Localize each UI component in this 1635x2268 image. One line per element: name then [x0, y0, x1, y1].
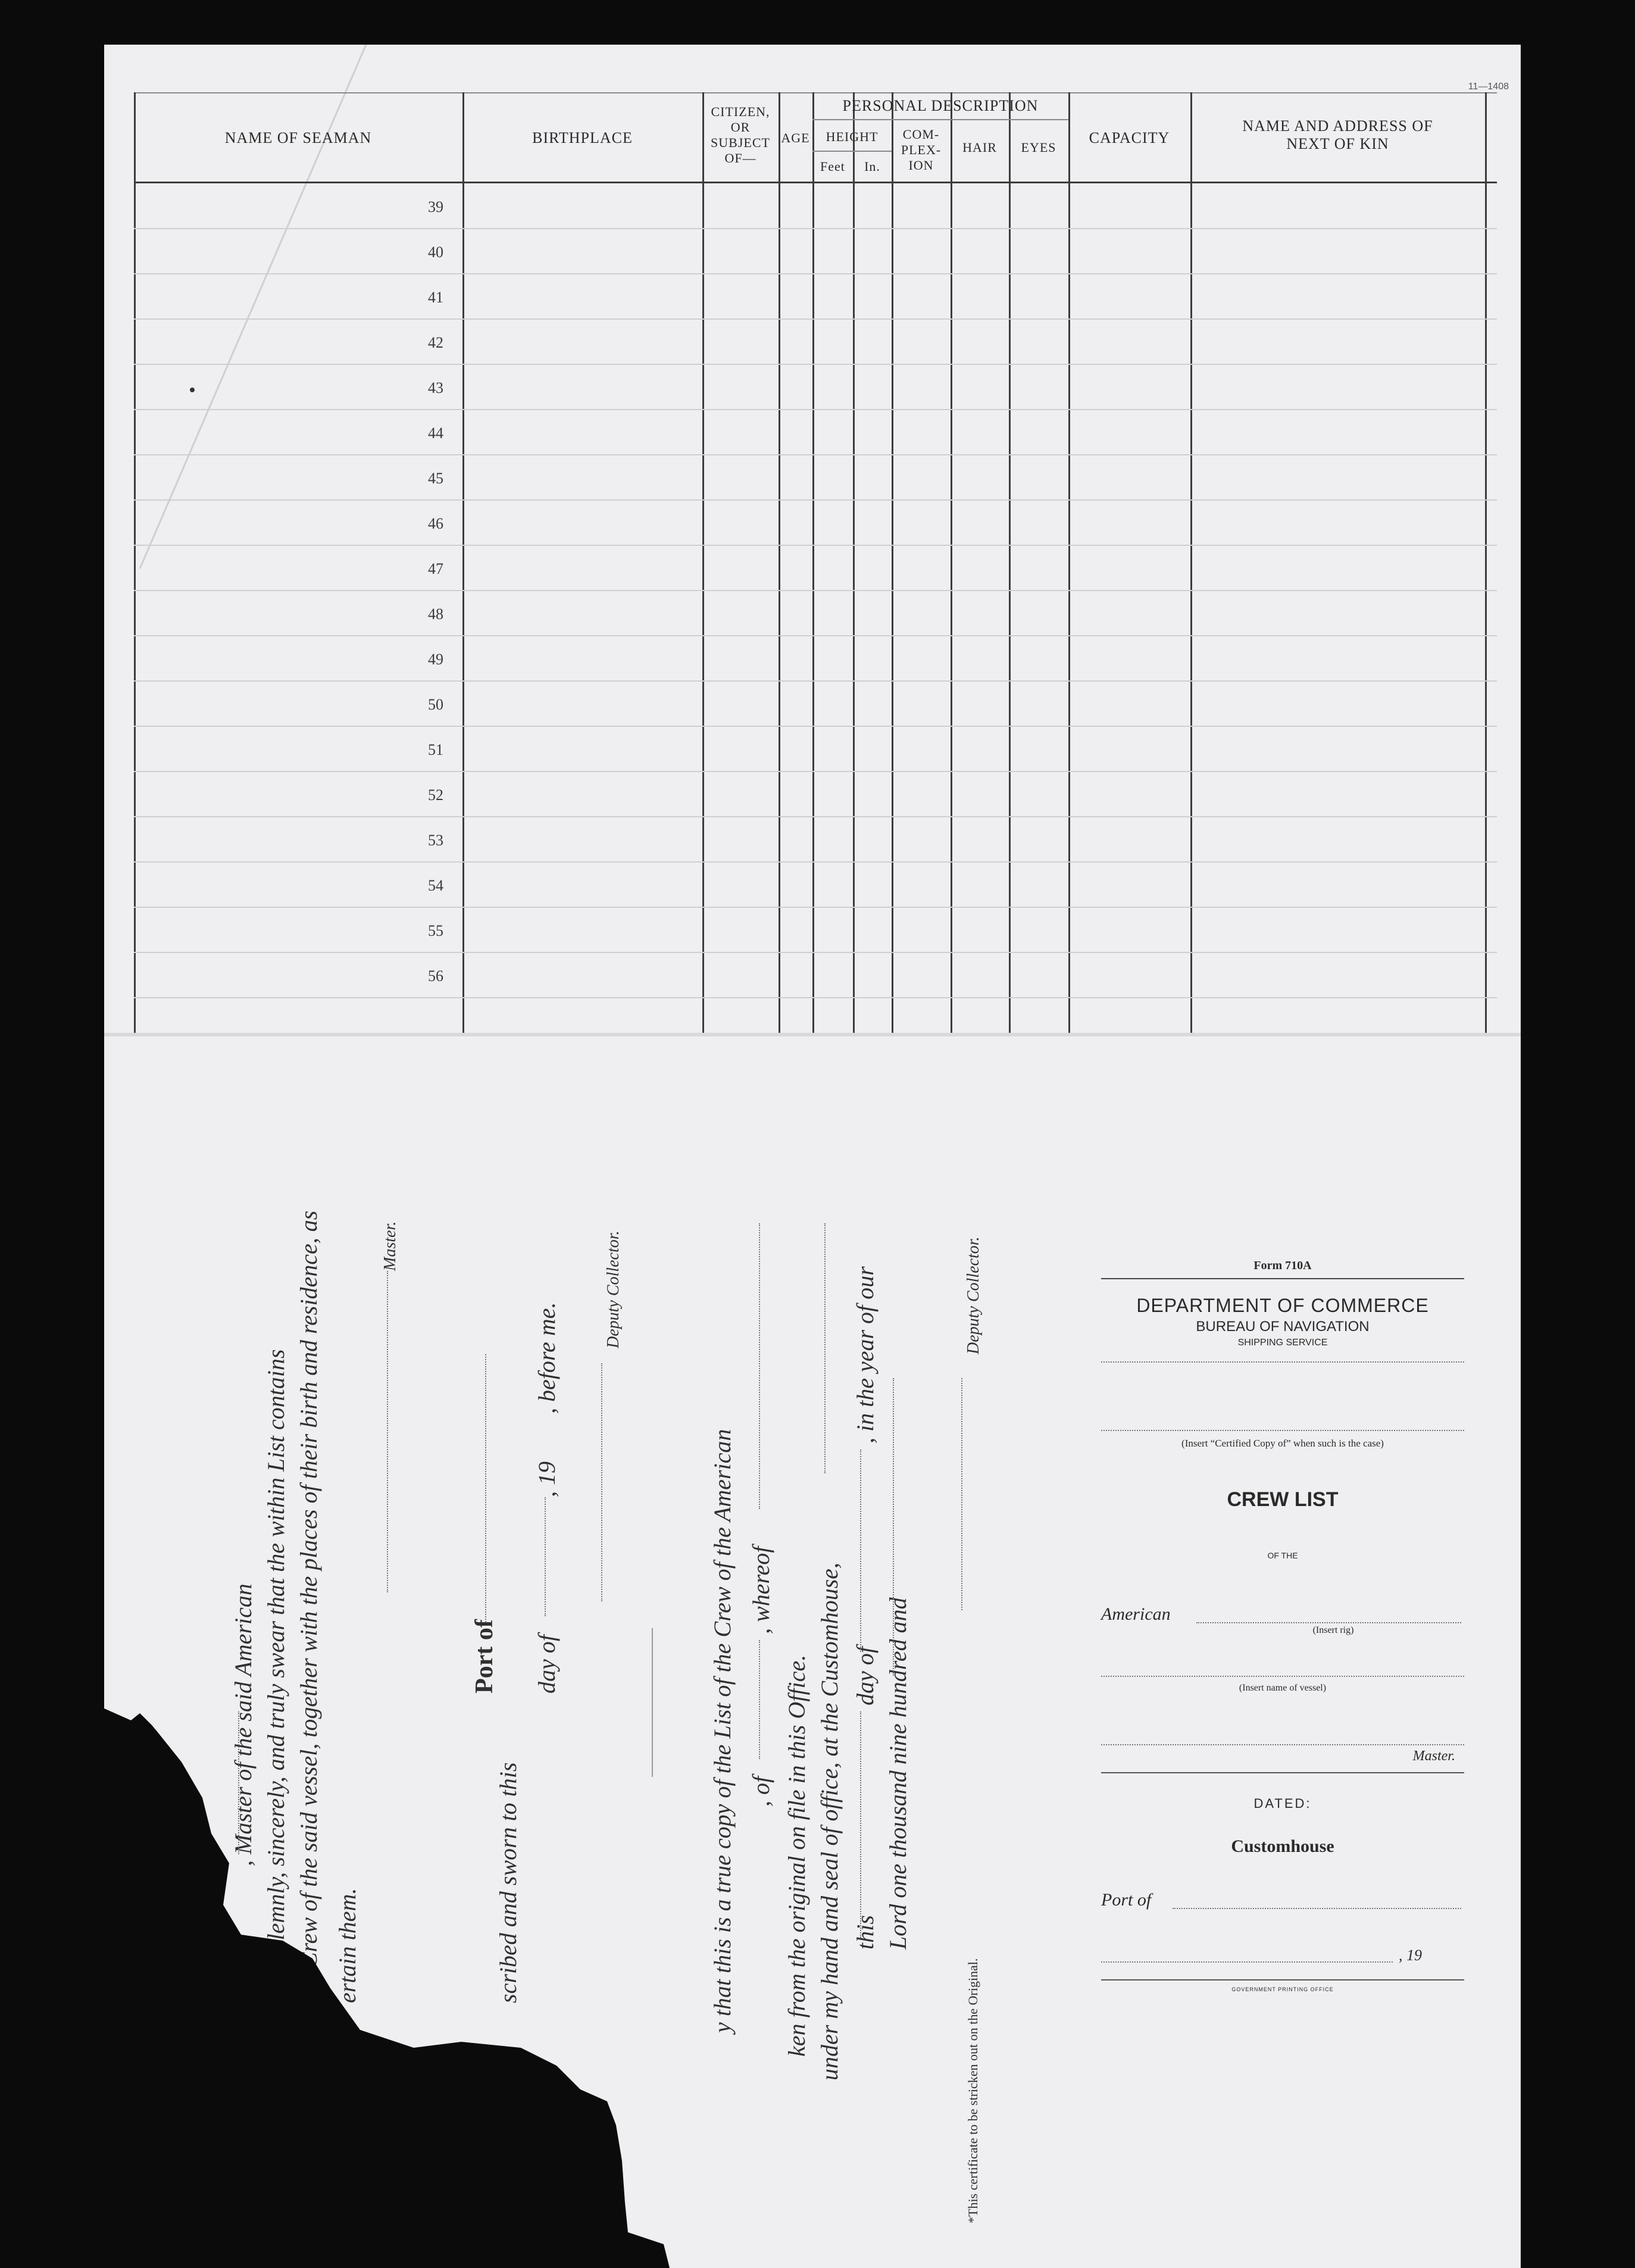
oath-date-blank — [545, 1497, 546, 1616]
cert-blank-6 — [893, 1378, 894, 1676]
row-number: 43 — [428, 379, 443, 396]
oath-master-signature — [387, 1271, 388, 1592]
oath-line-3: the Crew of the said vessel, together with the places of their birth and residence, as — [295, 1210, 322, 2003]
cover-insert-vessel: (Insert name of vessel) — [1239, 1683, 1327, 1693]
cover-bureau: BUREAU OF NAVIGATION — [1196, 1319, 1370, 1335]
col-rule-capacity — [1190, 92, 1192, 1033]
col-rule-inches — [892, 92, 893, 1033]
row-number: 53 — [428, 832, 443, 849]
table-row — [134, 364, 1497, 365]
cert-blank-4 — [860, 1711, 861, 1938]
oath-line-2: , do solemnly, sincerely, and truly swear that the within List contains — [262, 1349, 289, 2003]
oath-line-4: ertain them. — [334, 1888, 361, 2003]
col-rule-hair — [1009, 92, 1011, 1033]
table-row — [134, 409, 1497, 410]
oath-port-of: Port of — [471, 1619, 498, 1694]
cert-line-5c: , in the year of our — [852, 1266, 879, 1444]
cover-date-line — [1101, 1961, 1393, 1963]
cover-customhouse: Customhouse — [1231, 1836, 1334, 1856]
cert-line-5a: this — [852, 1915, 879, 1950]
cert-deputy-signature — [961, 1378, 962, 1610]
table-row — [134, 907, 1497, 908]
row-number: 47 — [428, 560, 443, 577]
oath-subscribed: scribed and sworn to this — [495, 1762, 521, 2003]
cover-of-the: OF THE — [1267, 1551, 1298, 1560]
header-capacity: CAPACITY — [1089, 129, 1170, 146]
cover-dept: DEPARTMENT OF COMMERCE — [1136, 1295, 1429, 1316]
header-complexion: COM- PLEX- ION — [901, 127, 942, 173]
crew-table — [134, 92, 1497, 1033]
table-row — [134, 545, 1497, 546]
cover-port-of: Port of — [1101, 1890, 1152, 1910]
col-rule-name — [462, 92, 464, 1033]
oath-before-me: , before me. — [533, 1302, 560, 1414]
cert-deputy: Deputy Collector. — [964, 1236, 983, 1354]
table-top-rule — [134, 92, 1497, 93]
cover-rule-1 — [1101, 1278, 1464, 1279]
cover-certified-line — [1101, 1430, 1464, 1431]
header-name: NAME OF SEAMAN — [224, 129, 372, 146]
header-age: AGE — [781, 130, 810, 145]
table-row — [134, 318, 1497, 320]
row-number: 46 — [428, 515, 443, 532]
personal-rule — [812, 119, 1068, 120]
oath-line-1: , Master of the said American — [230, 1583, 257, 1866]
row-number: 52 — [428, 786, 443, 804]
col-rule-citizen — [779, 92, 780, 1033]
header-height: HEIGHT — [826, 129, 879, 144]
oath-port-blank — [485, 1354, 486, 1622]
table-row — [134, 635, 1497, 636]
oath-master: Master. — [381, 1221, 399, 1271]
header-feet: Feet — [820, 159, 845, 174]
cover-title: CREW LIST — [1227, 1488, 1339, 1511]
row-number: 56 — [428, 967, 443, 985]
oath-deputy: Deputy Collector. — [604, 1230, 623, 1348]
oath-day-of: day of — [533, 1635, 560, 1694]
row-number: 39 — [428, 198, 443, 215]
row-number: 42 — [428, 334, 443, 351]
row-number: 50 — [428, 696, 443, 713]
row-number: 44 — [428, 424, 443, 442]
table-row — [134, 861, 1497, 863]
table-row — [134, 590, 1497, 591]
row-number: 55 — [428, 922, 443, 939]
cert-line-4: under my hand and seal of office, at the Customhouse, — [816, 1563, 843, 2080]
cert-line-2b: , whereof — [748, 1546, 774, 1634]
header-hair: HAIR — [962, 140, 997, 155]
form-number: 11—1408 — [1468, 82, 1509, 92]
row-number: 40 — [428, 243, 443, 261]
col-rule-age — [812, 92, 814, 1033]
col-rule-left — [134, 92, 136, 1033]
fold-line — [104, 1033, 1521, 1036]
cert-blank-2 — [759, 1223, 760, 1509]
cover-panel — [1101, 1235, 1464, 2009]
row-number: 54 — [428, 877, 443, 894]
header-inches: In. — [864, 159, 880, 174]
col-rule-feet — [853, 92, 855, 1033]
height-rule — [812, 151, 892, 152]
cover-rule-3 — [1101, 1772, 1464, 1773]
table-row — [134, 816, 1497, 817]
cover-insert-certified: (Insert “Certified Copy of” when such is the case) — [1181, 1438, 1384, 1449]
cert-blank-3 — [824, 1223, 826, 1473]
torn-corner — [104, 1708, 848, 2268]
cert-blank-5 — [860, 1449, 861, 1652]
cover-rig-line — [1196, 1622, 1461, 1623]
col-rule-right — [1485, 92, 1487, 1033]
cover-gpo: GOVERNMENT PRINTING OFFICE — [1231, 1986, 1334, 1992]
cert-line-1: y that this is a true copy of the List of the Crew of the American — [709, 1429, 736, 2033]
table-row — [134, 499, 1497, 501]
table-row — [134, 454, 1497, 455]
header-bottom-rule — [134, 182, 1497, 183]
table-row — [134, 680, 1497, 682]
cert-footnote: *This certificate to be stricken out on the Original. — [965, 1958, 980, 2223]
header-eyes: EYES — [1021, 140, 1056, 155]
cover-port-line — [1173, 1908, 1461, 1909]
table-row — [134, 228, 1497, 229]
table-row — [134, 726, 1497, 727]
cover-vessel-line — [1101, 1676, 1464, 1677]
header-personal: PERSONAL DESCRIPTION — [842, 97, 1039, 114]
header-citizen: CITIZEN, OR SUBJECT OF— — [711, 104, 770, 165]
header-kin: NAME AND ADDRESS OF NEXT OF KIN — [1242, 117, 1433, 152]
row-number: 49 — [428, 651, 443, 668]
oath-deputy-signature — [601, 1363, 602, 1601]
cert-line-2a: , of — [748, 1776, 774, 1807]
cover-year: , 19 — [1399, 1947, 1422, 1964]
header-birthplace: BIRTHPLACE — [532, 129, 633, 146]
table-row — [134, 952, 1497, 953]
table-row — [134, 771, 1497, 772]
cert-line-5b: day of — [852, 1647, 879, 1705]
cover-rule-2 — [1101, 1361, 1464, 1363]
cover-master: Master. — [1412, 1748, 1455, 1764]
row-number: 41 — [428, 289, 443, 306]
table-row — [134, 997, 1497, 998]
cover-american: American — [1101, 1604, 1171, 1624]
oath-year: , 19 — [533, 1461, 560, 1497]
table-row — [134, 273, 1497, 274]
cover-master-line — [1101, 1744, 1464, 1745]
cert-line-6: Lord one thousand nine hundred and — [884, 1597, 911, 1950]
cover-insert-rig: (Insert rig) — [1312, 1625, 1354, 1635]
cert-line-3: ken from the original on file in this Office. — [783, 1654, 810, 2057]
cover-dated: DATED: — [1253, 1796, 1312, 1811]
col-rule-eyes — [1068, 92, 1070, 1033]
col-rule-complexion — [951, 92, 952, 1033]
row-number: 51 — [428, 741, 443, 758]
row-number: 48 — [428, 605, 443, 623]
cover-rule-4 — [1101, 1979, 1464, 1980]
col-rule-birthplace — [702, 92, 704, 1033]
row-number: 45 — [428, 470, 443, 487]
cover-service: SHIPPING SERVICE — [1237, 1338, 1328, 1348]
cover-form-number: Form 710A — [1253, 1259, 1312, 1272]
